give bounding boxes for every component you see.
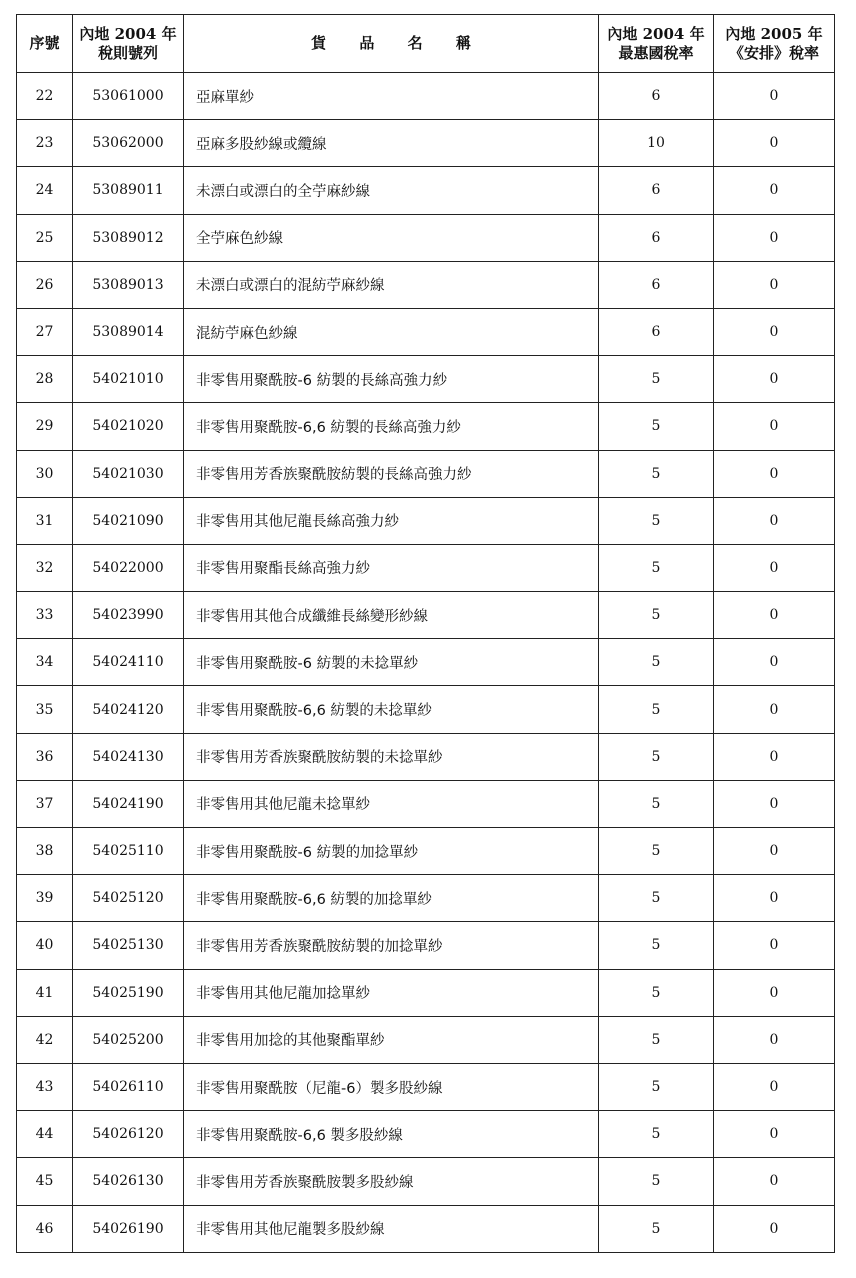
cell-description: 非零售用聚酰胺-6,6 製多股紗線 — [184, 1111, 599, 1158]
cell-mfn-rate: 5 — [599, 733, 714, 780]
cell-mfn-rate: 5 — [599, 1111, 714, 1158]
table-row — [17, 1158, 835, 1205]
table-row — [17, 592, 835, 639]
cell-tariff-code: 54021020 — [73, 403, 184, 450]
cell-description: 非零售用聚酰胺-6,6 紡製的未捻單紗 — [184, 686, 599, 733]
cell-tariff-code: 54025190 — [73, 969, 184, 1016]
cell-cepa-rate: 0 — [714, 356, 835, 403]
cell-seq: 38 — [17, 828, 73, 875]
header-description-label: 貨 品 名 稱 — [311, 34, 485, 52]
cell-seq: 40 — [17, 922, 73, 969]
cell-description: 非零售用其他尼龍未捻單紗 — [184, 780, 599, 827]
header-cepa-rate-line2: 《安排》稅率 — [728, 43, 819, 62]
cell-tariff-code: 54021010 — [73, 356, 184, 403]
cell-seq: 46 — [17, 1205, 73, 1252]
table-row — [17, 497, 835, 544]
cell-mfn-rate: 5 — [599, 922, 714, 969]
table-header — [17, 15, 835, 73]
cell-description: 非零售用芳香族聚酰胺紡製的未捻單紗 — [184, 733, 599, 780]
cell-description: 非零售用其他尼龍加捻單紗 — [184, 969, 599, 1016]
header-row — [17, 15, 835, 73]
table-row — [17, 828, 835, 875]
cell-seq: 35 — [17, 686, 73, 733]
cell-cepa-rate: 0 — [714, 828, 835, 875]
cell-description: 非零售用聚酰胺-6 紡製的長絲高強力紗 — [184, 356, 599, 403]
cell-seq: 32 — [17, 544, 73, 591]
table-row — [17, 639, 835, 686]
cell-mfn-rate: 5 — [599, 875, 714, 922]
table-body — [17, 73, 835, 1253]
cell-mfn-rate: 5 — [599, 450, 714, 497]
table-row — [17, 308, 835, 355]
cell-mfn-rate: 10 — [599, 120, 714, 167]
cell-tariff-code: 54023990 — [73, 592, 184, 639]
table-row — [17, 167, 835, 214]
cell-mfn-rate: 5 — [599, 356, 714, 403]
table-row — [17, 1111, 835, 1158]
table-row — [17, 214, 835, 261]
cell-mfn-rate: 5 — [599, 1016, 714, 1063]
cell-description: 非零售用其他尼龍長絲高強力紗 — [184, 497, 599, 544]
cell-tariff-code: 53089012 — [73, 214, 184, 261]
cell-cepa-rate: 0 — [714, 1205, 835, 1252]
cell-seq: 25 — [17, 214, 73, 261]
table-row — [17, 544, 835, 591]
cell-cepa-rate: 0 — [714, 73, 835, 120]
table-row — [17, 875, 835, 922]
cell-cepa-rate: 0 — [714, 167, 835, 214]
table-row — [17, 73, 835, 120]
header-seq: 序號 — [17, 15, 73, 73]
cell-mfn-rate: 5 — [599, 1063, 714, 1110]
cell-description: 非零售用加捻的其他聚酯單紗 — [184, 1016, 599, 1063]
cell-tariff-code: 54021030 — [73, 450, 184, 497]
header-tariff-code — [73, 15, 184, 73]
cell-mfn-rate: 6 — [599, 308, 714, 355]
cell-cepa-rate: 0 — [714, 1158, 835, 1205]
cell-cepa-rate: 0 — [714, 214, 835, 261]
cell-mfn-rate: 5 — [599, 639, 714, 686]
cell-seq: 30 — [17, 450, 73, 497]
cell-description: 非零售用其他尼龍製多股紗線 — [184, 1205, 599, 1252]
cell-seq: 44 — [17, 1111, 73, 1158]
cell-seq: 36 — [17, 733, 73, 780]
cell-cepa-rate: 0 — [714, 1111, 835, 1158]
cell-tariff-code: 54024130 — [73, 733, 184, 780]
cell-tariff-code: 53089011 — [73, 167, 184, 214]
header-cepa-rate-line1: 內地 2005 年 — [725, 24, 823, 43]
cell-tariff-code: 53062000 — [73, 120, 184, 167]
tariff-table — [16, 14, 835, 1253]
table-row — [17, 686, 835, 733]
cell-mfn-rate: 5 — [599, 780, 714, 827]
header-tariff-code-line1: 內地 2004 年 — [79, 24, 177, 43]
header-cepa-rate — [714, 15, 835, 73]
cell-cepa-rate: 0 — [714, 544, 835, 591]
cell-tariff-code: 53061000 — [73, 73, 184, 120]
cell-seq: 39 — [17, 875, 73, 922]
cell-mfn-rate: 6 — [599, 73, 714, 120]
cell-seq: 37 — [17, 780, 73, 827]
cell-seq: 26 — [17, 261, 73, 308]
cell-mfn-rate: 5 — [599, 592, 714, 639]
cell-description: 非零售用其他合成纖維長絲變形紗線 — [184, 592, 599, 639]
cell-cepa-rate: 0 — [714, 308, 835, 355]
table-row — [17, 403, 835, 450]
cell-tariff-code: 54026120 — [73, 1111, 184, 1158]
header-mfn-rate-line1: 內地 2004 年 — [607, 24, 705, 43]
cell-cepa-rate: 0 — [714, 1016, 835, 1063]
cell-seq: 43 — [17, 1063, 73, 1110]
cell-mfn-rate: 5 — [599, 403, 714, 450]
header-mfn-rate-line2: 最惠國稅率 — [618, 43, 694, 62]
table-row — [17, 356, 835, 403]
header-description — [184, 15, 599, 73]
cell-mfn-rate: 5 — [599, 828, 714, 875]
cell-cepa-rate: 0 — [714, 922, 835, 969]
cell-seq: 23 — [17, 120, 73, 167]
cell-description: 非零售用芳香族聚酰胺製多股紗線 — [184, 1158, 599, 1205]
cell-mfn-rate: 5 — [599, 544, 714, 591]
cell-seq: 28 — [17, 356, 73, 403]
cell-mfn-rate: 6 — [599, 214, 714, 261]
cell-cepa-rate: 0 — [714, 497, 835, 544]
cell-tariff-code: 54025200 — [73, 1016, 184, 1063]
cell-seq: 29 — [17, 403, 73, 450]
cell-cepa-rate: 0 — [714, 686, 835, 733]
cell-tariff-code: 54025110 — [73, 828, 184, 875]
cell-cepa-rate: 0 — [714, 120, 835, 167]
cell-mfn-rate: 6 — [599, 261, 714, 308]
cell-description: 混紡苧麻色紗線 — [184, 308, 599, 355]
cell-tariff-code: 54021090 — [73, 497, 184, 544]
cell-description: 亞麻單紗 — [184, 73, 599, 120]
header-mfn-rate — [599, 15, 714, 73]
table-row — [17, 450, 835, 497]
cell-seq: 31 — [17, 497, 73, 544]
cell-tariff-code: 54024120 — [73, 686, 184, 733]
cell-description: 非零售用聚酰胺-6 紡製的未捻單紗 — [184, 639, 599, 686]
cell-description: 亞麻多股紗線或纜線 — [184, 120, 599, 167]
cell-seq: 42 — [17, 1016, 73, 1063]
cell-seq: 24 — [17, 167, 73, 214]
cell-cepa-rate: 0 — [714, 639, 835, 686]
cell-description: 非零售用聚酰胺-6 紡製的加捻單紗 — [184, 828, 599, 875]
cell-cepa-rate: 0 — [714, 403, 835, 450]
cell-description: 非零售用芳香族聚酰胺紡製的長絲高強力紗 — [184, 450, 599, 497]
cell-cepa-rate: 0 — [714, 1063, 835, 1110]
cell-mfn-rate: 5 — [599, 686, 714, 733]
table-row — [17, 1205, 835, 1252]
cell-mfn-rate: 5 — [599, 1158, 714, 1205]
cell-mfn-rate: 5 — [599, 1205, 714, 1252]
cell-tariff-code: 54024110 — [73, 639, 184, 686]
cell-description: 未漂白或漂白的混紡苧麻紗線 — [184, 261, 599, 308]
cell-tariff-code: 53089014 — [73, 308, 184, 355]
table-row — [17, 1063, 835, 1110]
cell-cepa-rate: 0 — [714, 780, 835, 827]
cell-tariff-code: 53089013 — [73, 261, 184, 308]
cell-description: 非零售用聚酯長絲高強力紗 — [184, 544, 599, 591]
cell-description: 未漂白或漂白的全苧麻紗線 — [184, 167, 599, 214]
cell-seq: 27 — [17, 308, 73, 355]
cell-seq: 34 — [17, 639, 73, 686]
cell-mfn-rate: 5 — [599, 497, 714, 544]
table-row — [17, 261, 835, 308]
cell-cepa-rate: 0 — [714, 261, 835, 308]
cell-cepa-rate: 0 — [714, 592, 835, 639]
cell-seq: 45 — [17, 1158, 73, 1205]
header-tariff-code-line2: 稅則號列 — [97, 43, 158, 62]
table-row — [17, 969, 835, 1016]
cell-description: 非零售用聚酰胺（尼龍-6）製多股紗線 — [184, 1063, 599, 1110]
table-row — [17, 922, 835, 969]
cell-mfn-rate: 6 — [599, 167, 714, 214]
cell-mfn-rate: 5 — [599, 969, 714, 1016]
cell-tariff-code: 54026110 — [73, 1063, 184, 1110]
cell-seq: 22 — [17, 73, 73, 120]
cell-description: 全苧麻色紗線 — [184, 214, 599, 261]
cell-description: 非零售用芳香族聚酰胺紡製的加捻單紗 — [184, 922, 599, 969]
cell-tariff-code: 54025130 — [73, 922, 184, 969]
table-row — [17, 780, 835, 827]
cell-description: 非零售用聚酰胺-6,6 紡製的加捻單紗 — [184, 875, 599, 922]
cell-tariff-code: 54026130 — [73, 1158, 184, 1205]
cell-cepa-rate: 0 — [714, 733, 835, 780]
cell-tariff-code: 54024190 — [73, 780, 184, 827]
cell-cepa-rate: 0 — [714, 969, 835, 1016]
cell-tariff-code: 54022000 — [73, 544, 184, 591]
table-row — [17, 1016, 835, 1063]
cell-cepa-rate: 0 — [714, 875, 835, 922]
cell-description: 非零售用聚酰胺-6,6 紡製的長絲高強力紗 — [184, 403, 599, 450]
table-row — [17, 733, 835, 780]
cell-seq: 41 — [17, 969, 73, 1016]
cell-tariff-code: 54026190 — [73, 1205, 184, 1252]
cell-tariff-code: 54025120 — [73, 875, 184, 922]
cell-seq: 33 — [17, 592, 73, 639]
table-row — [17, 120, 835, 167]
cell-cepa-rate: 0 — [714, 450, 835, 497]
